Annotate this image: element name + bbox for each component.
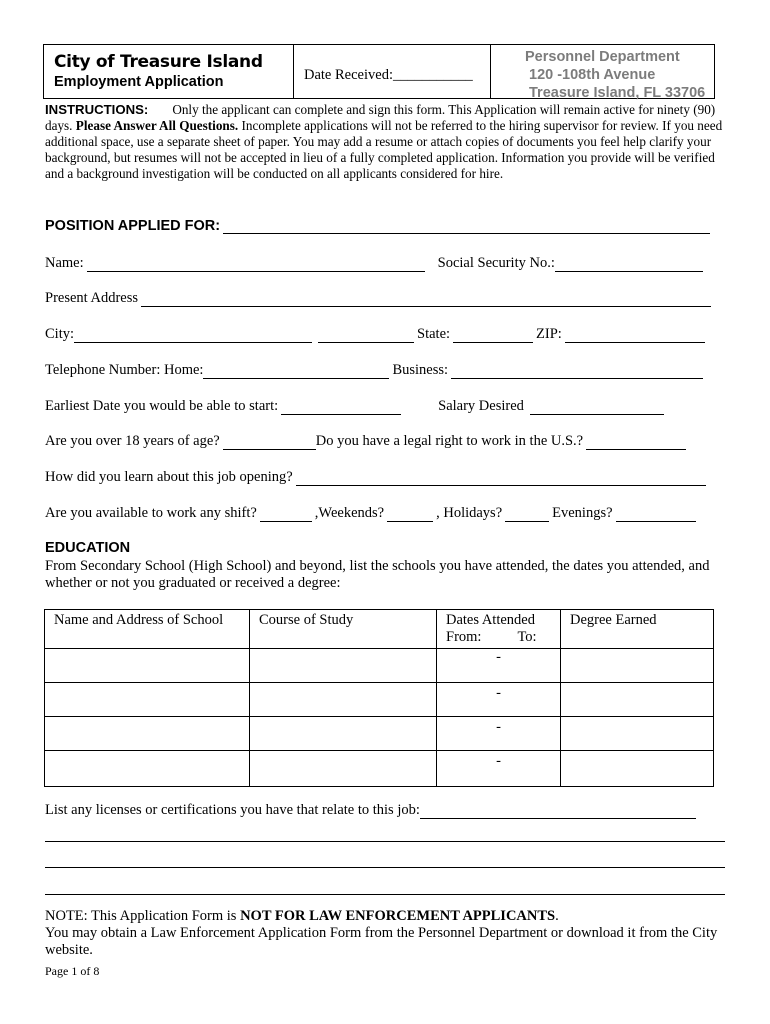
holidays-input[interactable]: [505, 509, 549, 522]
dates-subheader: From: To:: [446, 629, 537, 645]
licenses-input[interactable]: [420, 806, 696, 819]
position-colon: :: [215, 218, 221, 234]
telephone-row: [45, 362, 706, 379]
city-input[interactable]: [74, 330, 312, 343]
licenses-row: [45, 802, 699, 819]
dept-city: Treasure Island, FL 33706: [529, 85, 706, 101]
dates-cell[interactable]: [437, 649, 561, 683]
instructions-emphasis: Please Answer All Questions.: [75, 118, 239, 133]
education-intro: From Secondary School (High School) and beyond, list the schools you have attended, the dates you attended, and whether or not you graduated or received a degree:: [45, 558, 710, 591]
header-divider: [293, 45, 294, 98]
address-input[interactable]: [141, 294, 711, 307]
education-table: [44, 609, 714, 787]
name-label: Name:: [45, 255, 84, 271]
evenings-label: Evenings?: [552, 505, 613, 521]
licenses-line[interactable]: [45, 894, 725, 895]
learn-input[interactable]: [296, 473, 706, 486]
note-emphasis: NOT FOR LAW ENFORCEMENT APPLICANTS: [240, 908, 556, 924]
note-prefix: NOTE: This Application Form is: [45, 908, 241, 924]
address-label: Present Address: [45, 290, 139, 306]
dates-cell[interactable]: [437, 683, 561, 717]
dept-street: 120 -108th Avenue: [529, 67, 656, 83]
salary-label: Salary Desired: [438, 398, 524, 414]
table-row: [45, 683, 714, 717]
name-row: [45, 255, 706, 272]
note-line2: You may obtain a Law Enforcement Application Form from the Personnel Department or download it from the City website.: [45, 925, 718, 958]
date-received-field: Date Received:___________: [304, 67, 473, 83]
dept-name: Personnel Department: [525, 49, 680, 65]
instructions: [45, 102, 725, 182]
school-cell[interactable]: [45, 649, 250, 683]
note: [45, 908, 725, 959]
dates-cell[interactable]: [437, 717, 561, 751]
zip-input[interactable]: [565, 330, 705, 343]
column-header: Degree Earned: [561, 610, 714, 649]
table-row: [45, 649, 714, 683]
shift-input[interactable]: [260, 509, 312, 522]
school-cell[interactable]: [45, 717, 250, 751]
header-divider: [490, 45, 491, 98]
licenses-label: List any licenses or certifications you have that relate to this job:: [45, 802, 420, 818]
evenings-input[interactable]: [616, 509, 696, 522]
zip-label: ZIP:: [536, 326, 562, 342]
shift-label: Are you available to work any shift?: [45, 505, 257, 521]
degree-cell[interactable]: [561, 717, 714, 751]
date-dash: -: [496, 649, 501, 665]
position-row: [45, 218, 713, 234]
table-row: [45, 751, 714, 787]
course-cell[interactable]: [250, 717, 437, 751]
state-label: State:: [417, 326, 451, 342]
page-number: Page 1 of 8: [45, 964, 100, 978]
date-dash: -: [496, 719, 501, 735]
degree-cell[interactable]: [561, 683, 714, 717]
position-label: POSITION APPLIED FOR: [45, 218, 216, 234]
column-header: Name and Address of School: [45, 610, 250, 649]
shift-row: [45, 505, 699, 522]
weekends-label: ,Weekends?: [314, 505, 385, 521]
header-box: [43, 44, 715, 99]
form-title: Employment Application: [54, 74, 224, 90]
start-date-label: Earliest Date you would be able to start:: [45, 398, 279, 414]
course-cell[interactable]: [250, 683, 437, 717]
date-dash: -: [496, 685, 501, 701]
state-input[interactable]: [453, 330, 533, 343]
holidays-label: , Holidays?: [436, 505, 503, 521]
business-phone-input[interactable]: [451, 366, 703, 379]
instructions-label: INSTRUCTIONS:: [45, 102, 149, 117]
table-header-row: [45, 610, 714, 649]
start-date-input[interactable]: [281, 402, 401, 415]
degree-cell[interactable]: [561, 751, 714, 787]
column-header: Course of Study: [250, 610, 437, 649]
over18-input[interactable]: [223, 437, 316, 450]
table-row: [45, 717, 714, 751]
legal-label: Do you have a legal right to work in the U.S.?: [315, 433, 584, 449]
position-input[interactable]: [223, 221, 710, 234]
telephone-home-label: Telephone Number: Home:: [45, 362, 204, 378]
licenses-line[interactable]: [45, 867, 725, 868]
column-header: Dates Attended: [446, 612, 535, 628]
learn-label: How did you learn about this job opening?: [45, 469, 293, 485]
weekends-input[interactable]: [387, 509, 433, 522]
school-cell[interactable]: [45, 683, 250, 717]
school-cell[interactable]: [45, 751, 250, 787]
degree-cell[interactable]: [561, 649, 714, 683]
name-input[interactable]: [87, 259, 425, 272]
instructions-text: Incomplete applications will not be referred to the hiring supervisor for review. If you need additional space, use a separate sheet of paper. You may add a resume or attach copies of documents you feel help clarify your background, but resumes will not be accepted in lieu of a fully completed application. Information you provide will be verified and a background investigation will be conducted on all applicants considered for hire.: [45, 118, 723, 181]
telephone-home-input[interactable]: [203, 366, 389, 379]
city-row: [45, 326, 708, 343]
address-row: [45, 290, 714, 307]
course-cell[interactable]: [250, 649, 437, 683]
city-extra-input[interactable]: [318, 330, 414, 343]
start-row: [45, 398, 667, 415]
learn-row: [45, 469, 709, 486]
education-heading: EDUCATION: [45, 540, 131, 556]
eligibility-row: [45, 433, 689, 450]
ssn-input[interactable]: [555, 259, 703, 272]
business-label: Business:: [392, 362, 449, 378]
salary-input[interactable]: [530, 402, 664, 415]
date-dash: -: [496, 753, 501, 769]
instructions-text: Only the applicant can complete and sign this form. This Application will remain active for ninety (90) days.: [45, 102, 716, 133]
course-cell[interactable]: [250, 751, 437, 787]
legal-input[interactable]: [586, 437, 686, 450]
dates-cell[interactable]: [437, 751, 561, 787]
ssn-label: Social Security No.:: [437, 255, 555, 271]
note-suffix: .: [555, 908, 559, 924]
city-name: City of Treasure Island: [54, 52, 263, 72]
column-header-dates: [437, 610, 561, 649]
city-label: City:: [45, 326, 75, 342]
licenses-line[interactable]: [45, 841, 725, 842]
over18-label: Are you over 18 years of age?: [45, 433, 220, 449]
